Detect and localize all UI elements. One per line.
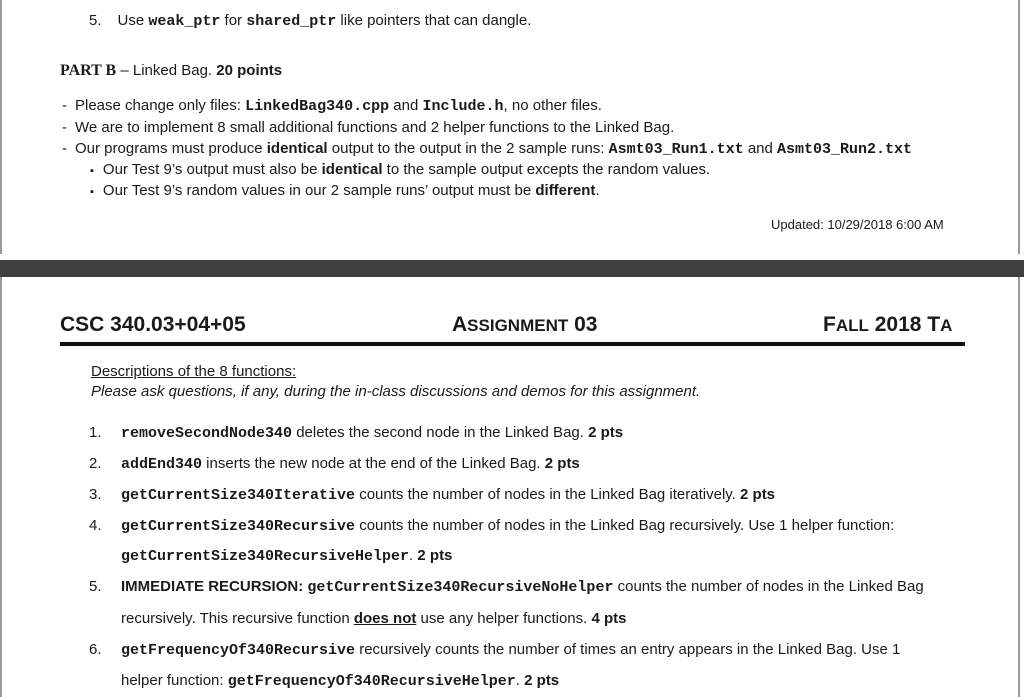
list-item: getCurrentSize340Iterative counts the number of nodes in the Linked Bag iteratively. 2 pts [121, 486, 776, 504]
item-number: 1. [89, 424, 102, 441]
bullet-implement: - We are to implement 8 small additional functions and 2 helper functions to the Linked Bag. [62, 119, 675, 136]
header-rule [60, 342, 965, 346]
list-item: getCurrentSize340Recursive counts the number of nodes in the Linked Bag recursively. Use 1 helper function: [121, 517, 895, 535]
item-number: 5. [89, 578, 102, 595]
item-number: 5. [89, 12, 102, 29]
subbullet-test9-different: ▪ Our Test 9’s random values in our 2 sample runs’ output must be different. [90, 182, 600, 199]
bullet-identical-output: - Our programs must produce identical output to the output in the 2 sample runs: Asmt03_Run1.txt and Asmt03_Run2.txt [62, 140, 913, 158]
list-item: getFrequencyOf340Recursive recursively counts the number of times an entry appears in the Linked Bag. Use 1 [121, 641, 901, 659]
list-item-continuation: recursively. This recursive function does not use any helper functions. 4 pts [121, 610, 627, 627]
term-title: FALL 2018 TA [823, 313, 953, 336]
list-item: IMMEDIATE RECURSION: getCurrentSize340RecursiveNoHelper counts the number of nodes in the Linked Bag [121, 578, 924, 596]
assignment-title: ASSIGNMENT 03 [452, 313, 598, 336]
bullet-change-files: - Please change only files: LinkedBag340.cpp and Include.h, no other files. [62, 97, 602, 115]
course-title: CSC 340.03+04+05 [60, 313, 246, 336]
descriptions-title: Descriptions of the 8 functions: [91, 363, 297, 380]
list-item: removeSecondNode340 deletes the second node in the Linked Bag. 2 pts [121, 424, 624, 442]
part-b-heading: PART B – Linked Bag. 20 points [60, 62, 283, 79]
item-number: 6. [89, 641, 102, 658]
list-item: addEnd340 inserts the new node at the end of the Linked Bag. 2 pts [121, 455, 580, 473]
item-number: 3. [89, 486, 102, 503]
square-bullet-icon: ▪ [90, 165, 94, 177]
list-item-continuation: helper function: getFrequencyOf340RecursiveHelper. 2 pts [121, 672, 560, 690]
page-separator [0, 260, 1024, 277]
updated-timestamp: Updated: 10/29/2018 6:00 AM [771, 217, 944, 232]
descriptions-subtitle: Please ask questions, if any, during the in-class discussions and demos for this assignment. [91, 383, 701, 400]
item-5-prev: 5. Use weak_ptr for shared_ptr like pointers that can dangle. [89, 12, 532, 30]
item-number: 2. [89, 455, 102, 472]
subbullet-test9-identical: ▪ Our Test 9’s output must also be identical to the sample output excepts the random values. [90, 161, 711, 178]
list-item-continuation: getCurrentSize340RecursiveHelper. 2 pts [121, 547, 453, 565]
item-number: 4. [89, 517, 102, 534]
square-bullet-icon: ▪ [90, 186, 94, 198]
